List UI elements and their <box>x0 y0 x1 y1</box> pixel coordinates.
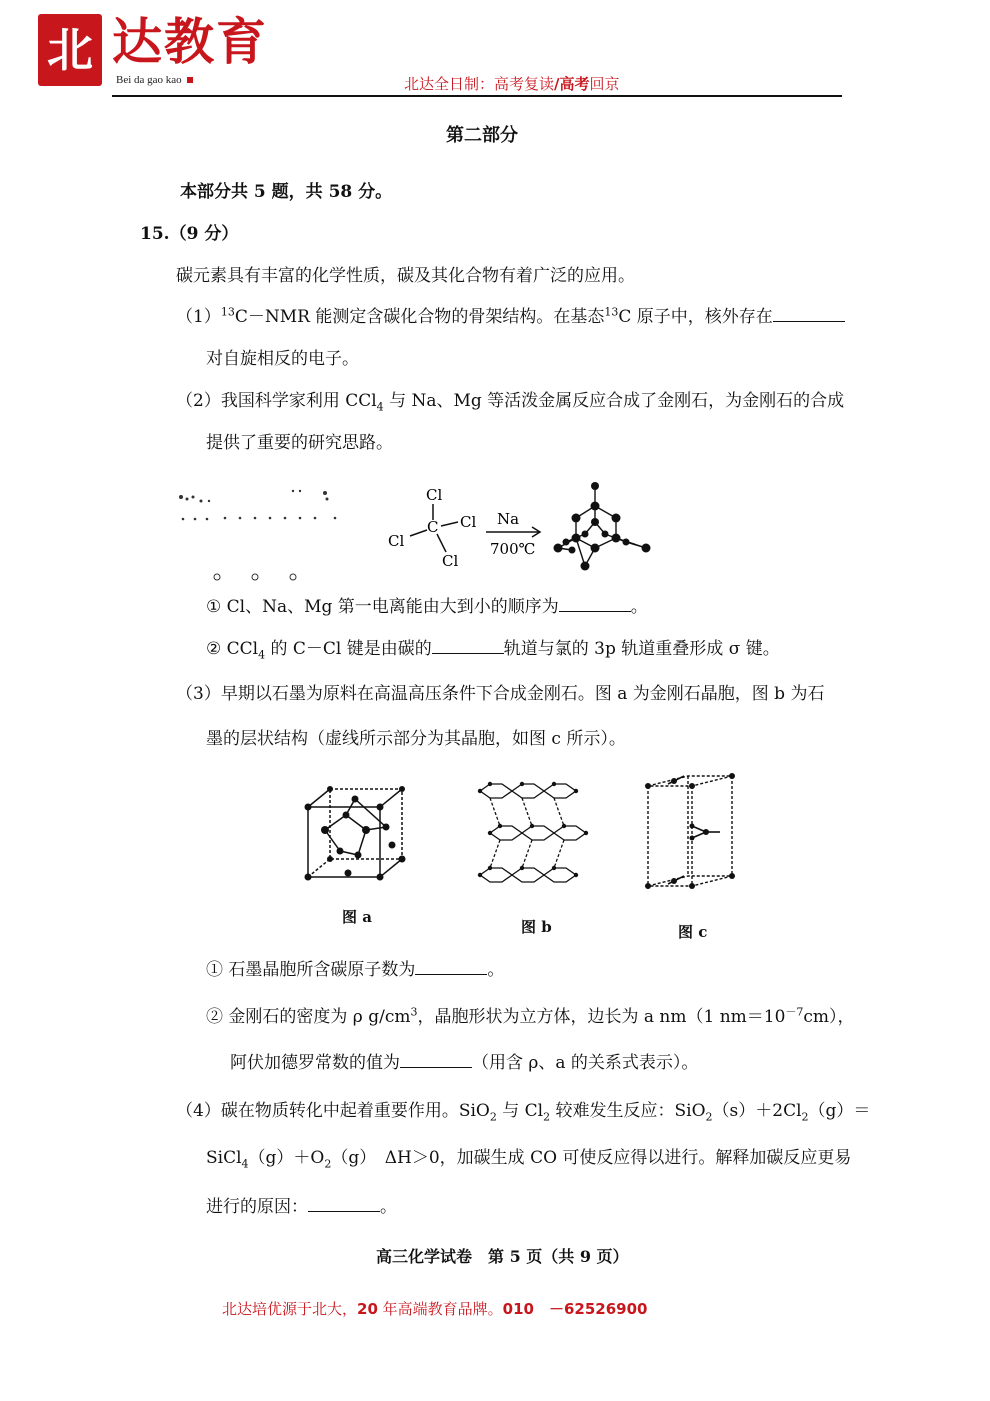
answer-blank-5[interactable] <box>400 1051 472 1068</box>
part4-line1: （4）碳在物质转化中起着重要作用。SiO$_2$ 与 $Cl_2$ 较难发生反应：$SiO_2(s)+2Cl_2(g)=$ <box>176 1101 871 1124</box>
figure-a-diamond-cell <box>300 785 410 885</box>
header-divider <box>112 95 842 97</box>
section-intro: 本部分共 5 题，共 58 分。 <box>180 182 393 202</box>
page-info: 高三化学试卷 第 5 页（共 9 页） <box>376 1247 629 1266</box>
answer-blank-2[interactable] <box>559 595 631 612</box>
logo-pinyin: Bei da gao kao <box>116 74 193 86</box>
figure-b-caption: 图 b <box>521 918 552 936</box>
part4-line3: 进行的原因： 。 <box>206 1197 397 1217</box>
cl-top: Cl <box>426 486 443 504</box>
part1-line2: 对自旋相反的电子。 <box>206 349 359 369</box>
part2-line2: 提供了重要的研究思路。 <box>206 433 393 453</box>
cl-right: Cl <box>460 513 477 531</box>
answer-blank-3[interactable] <box>432 637 504 654</box>
section-title: 第二部分 <box>446 125 518 146</box>
part3-line1: （3）早期以石墨为原料在高温高压条件下合成金刚石。图 a 为金刚石晶胞，图 b 为石 <box>176 684 825 704</box>
figure-c-graphite-cell <box>640 772 740 894</box>
part2-question1: ① Cl、Na、Mg 第一电离能由大到小的顺序为 。 <box>206 597 648 617</box>
part4-line2: $SiCl_4(g)+O_2(g)$ ΔH＞0，加碳生成 CO 可使反应得以进行。解释加碳反应更易 <box>206 1148 852 1171</box>
figure-a-caption: 图 a <box>342 908 372 926</box>
header-slogan: 北达全日制：高考复读/高考回京 <box>404 75 620 93</box>
question-intro: 碳元素具有丰富的化学性质，碳及其化合物有着广泛的应用。 <box>176 266 635 286</box>
part3-question1: ① 石墨晶胞所含碳原子数为 。 <box>206 960 505 980</box>
figure-c-caption: 图 c <box>678 923 708 941</box>
cl-left: Cl <box>388 532 405 550</box>
logo-text: 达教育 <box>112 12 268 71</box>
reagent-label: Na <box>497 510 520 528</box>
part3-line2: 墨的层状结构（虚线所示部分为其晶胞，如图 c 所示）。 <box>206 729 626 749</box>
figure-b-graphite-layers <box>470 776 595 891</box>
reaction-diagram <box>380 482 670 582</box>
answer-blank-4[interactable] <box>415 958 487 975</box>
scan-artifacts <box>175 485 345 585</box>
question-number: 15.（9 分） <box>140 224 239 244</box>
part2-question2: ② CCl$_4$ 的 C－Cl 键是由碳的 轨道与氯的 3p 轨道重叠形成 σ 键。 <box>206 639 780 662</box>
part2-line1: （2）我国科学家利用 CCl$_4$ 与 Na、Mg 等活泼金属反应合成了金刚石，为金刚石的合成 <box>176 391 845 414</box>
answer-blank-1[interactable] <box>773 305 845 322</box>
part1-line1: $(1)^{13}C-NMR$ 能测定含碳化合物的骨架结构。在基态$^{13}$C 原子中，核外存在 <box>176 305 845 329</box>
answer-blank-6[interactable] <box>308 1195 380 1212</box>
footer-ad: 北达培优源于北大，20 年高端教育品牌。010 －62526900 <box>222 1300 648 1318</box>
cl-bottom: Cl <box>442 552 459 570</box>
logo-mark: 北 <box>38 14 102 86</box>
temperature-label: 700℃ <box>490 540 536 558</box>
part3-question2-line2: 阿伏加德罗常数的值为 （用含 ρ、a 的关系式表示）。 <box>230 1053 699 1073</box>
part3-question2-line1: ② 金刚石的密度为 ρ $g/cm^3$，晶胞形状为立方体，边长为 a nm（1 $nm=10^{-7}cm$）， <box>206 1005 855 1027</box>
c-center: C <box>427 518 439 536</box>
